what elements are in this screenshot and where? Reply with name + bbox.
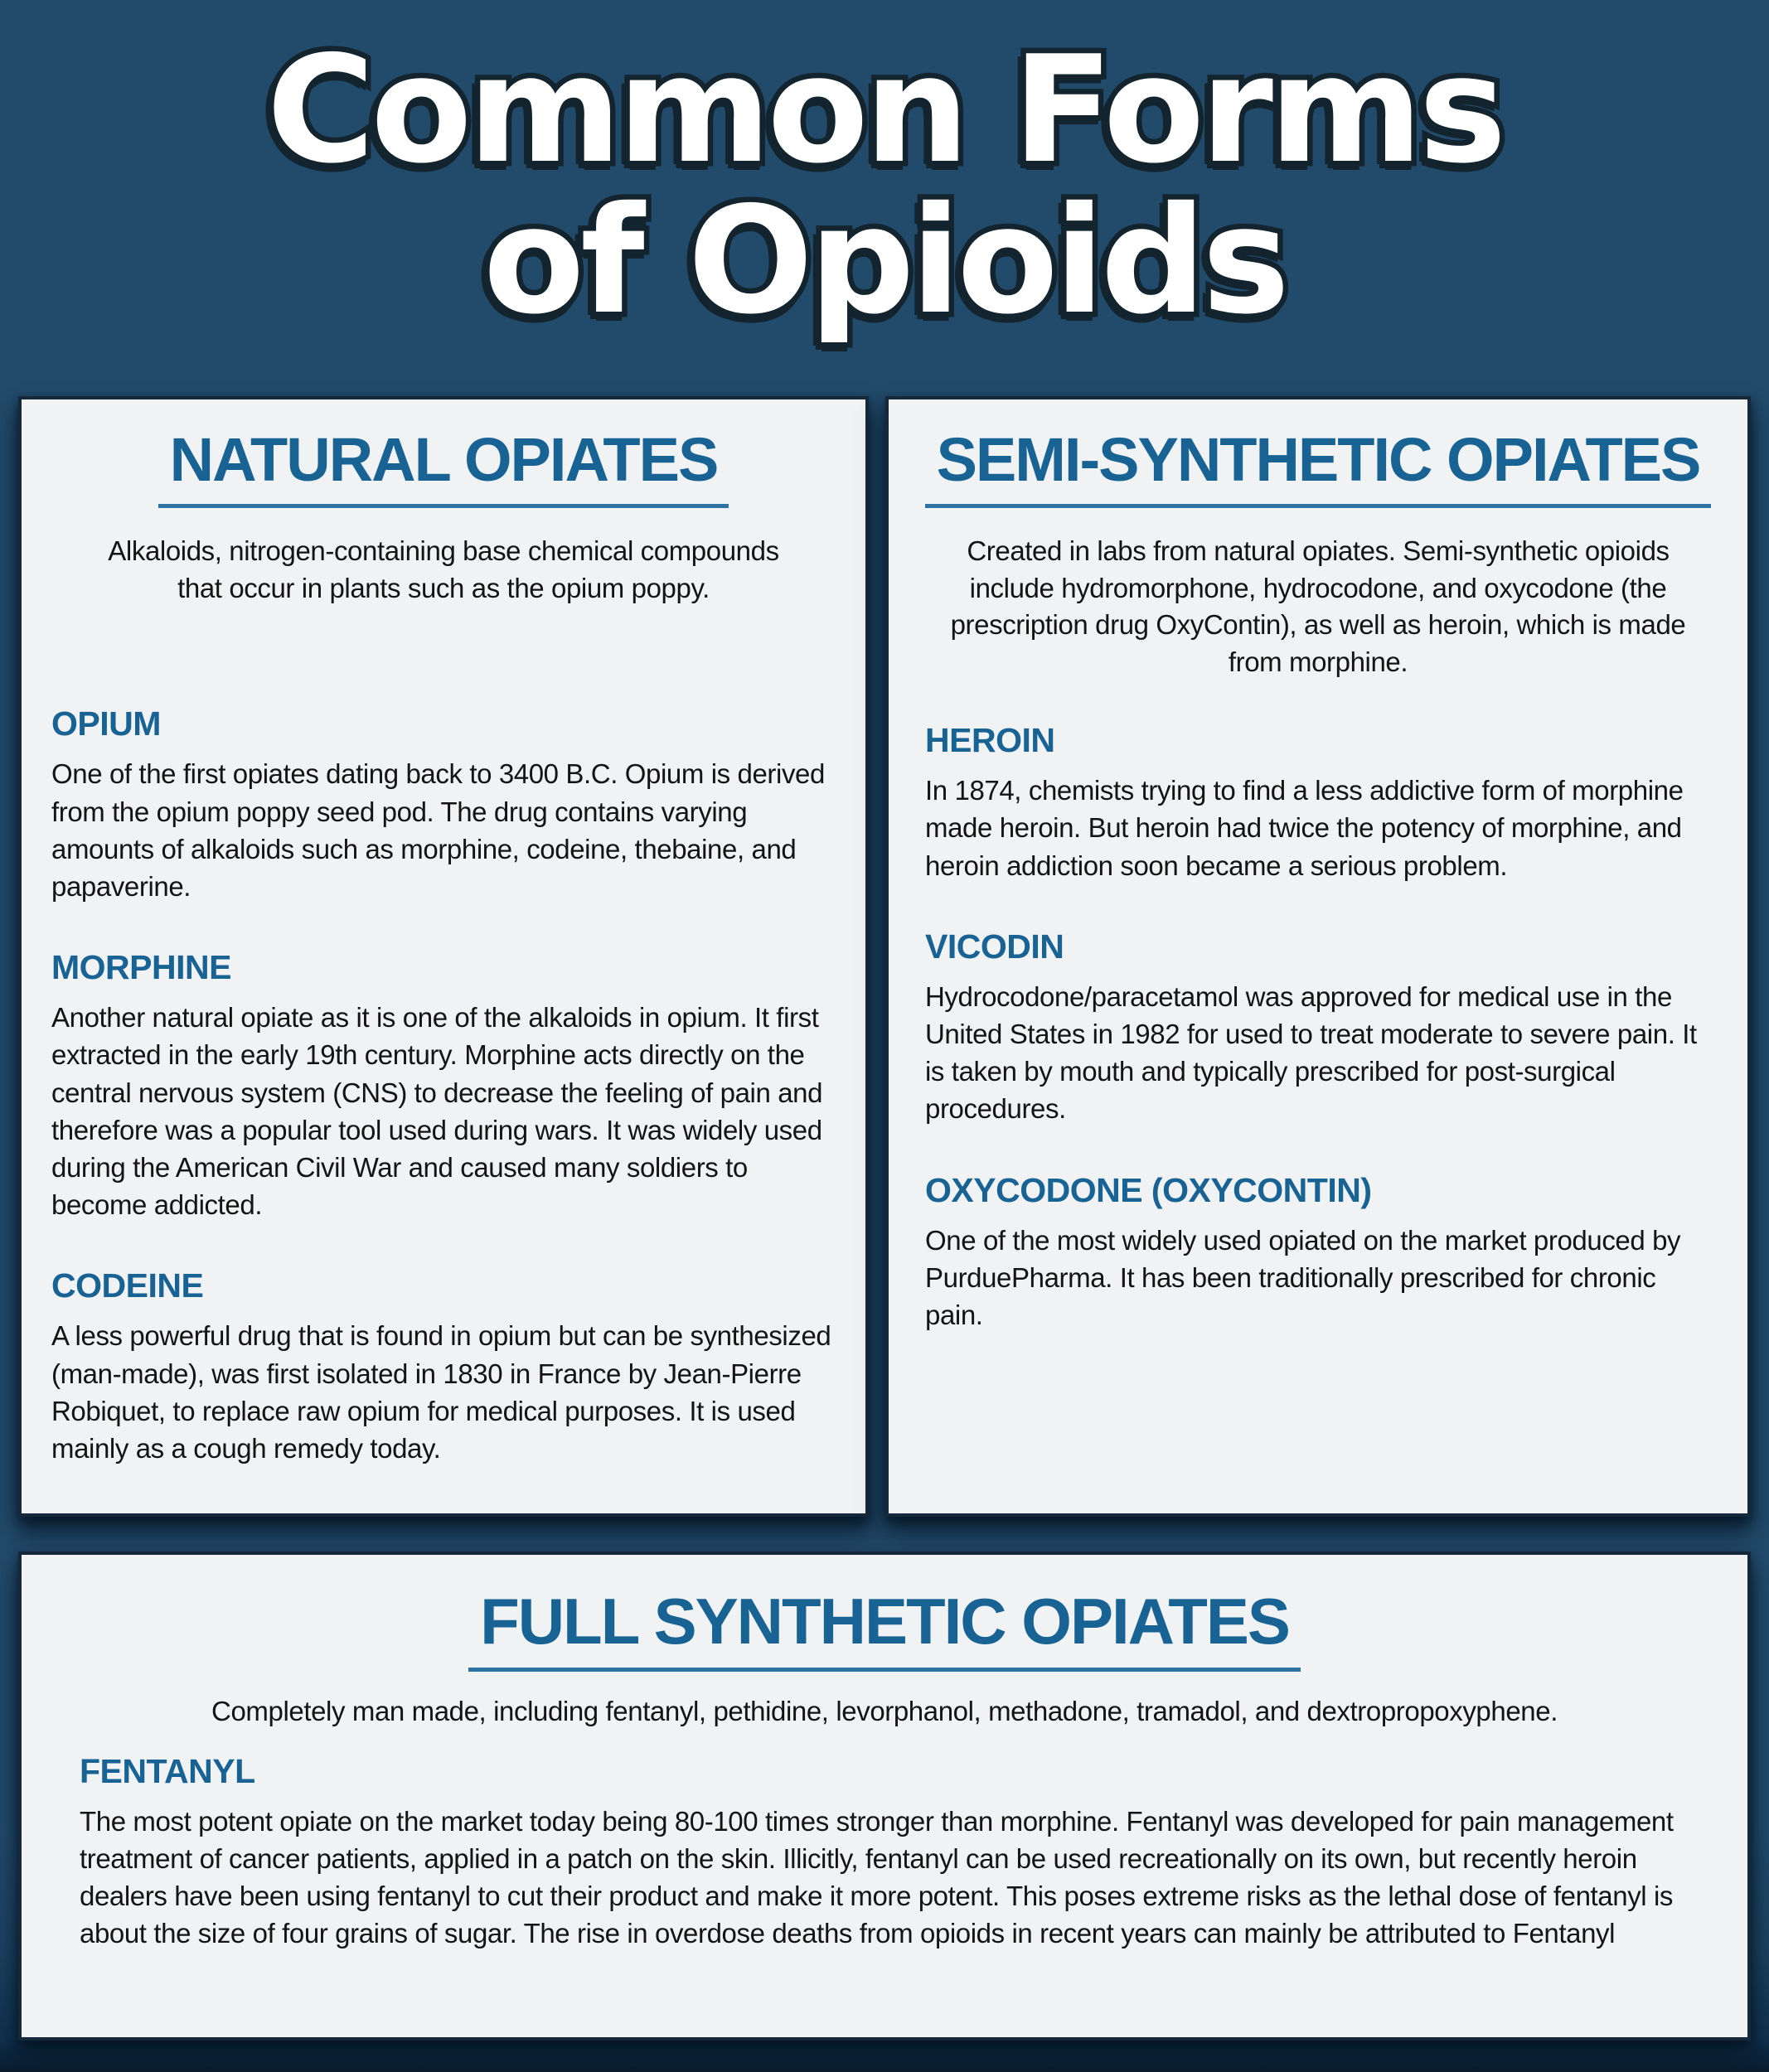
natural-opiates-intro: Alkaloids, nitrogen-containing base chemical compounds that occur in plants such as the opium poppy. [108,535,779,603]
section-fentanyl-title: FENTANYL [80,1751,255,1790]
section-codeine-text: A less powerful drug that is found in opium but can be synthesized (man-made), was first isolated in 1830 in France by Jean-Pierre Robiquet, to replace raw opium for medical purposes. It is used mainly as a cough remedy today. [51,1320,831,1464]
section-codeine [38,1266,849,1467]
section-vicodin-text: Hydrocodone/paracetamol was approved for medical use in the United States in 1982 for used to treat moderate to severe pain. It is taken by mouth and typically prescribed for post-surgical procedures. [925,980,1697,1125]
section-morphine [38,948,849,1223]
section-opium-text: One of the first opiates dating back to 3400 B.C. Opium is derived from the opium poppy seed pod. The drug contains varying amounts of alkaloids such as morphine, codeine, thebaine, and papaverine. [51,758,825,903]
natural-opiates-heading-text: NATURAL OPIATES [158,428,729,508]
semi-synthetic-opiates-card [885,396,1751,1517]
section-morphine-text: Another natural opiate as it is one of the alkaloids in opium. It first extracted in the early 19th century. Morphine acts directly on the central nervous system (CNS) to decrease the feeling of pain and therefore was a popular tool used during wars. It was widely used during the American Civil War and caused many soldiers to become addicted. [51,1002,823,1221]
section-fentanyl-text: The most potent opiate on the market today being 80-100 times stronger than morphine. Fentanyl was developed for pain management treatment of cancer patients, applied in a patch on the skin. Illicitly, fentanyl can be used recreationally on its own, but recently heroin dealers have been using fentanyl to cut their product and make it more potent. This poses extreme risks as the lethal dose of fentanyl is about the size of four grains of sugar. The rise in overdose deaths from opioids in recent years can mainly be attributed to Fentanyl [80,1805,1674,1949]
natural-opiates-card [18,396,869,1517]
page-title-line2: of Opioids [482,174,1287,346]
natural-opiates-heading [38,425,849,508]
section-oxycodone-text: One of the most widely used opiated on the market produced by PurduePharma. It has been traditionally prescribed for chronic pain. [925,1224,1681,1331]
section-oxycodone [912,1171,1724,1334]
section-heroin-title: HEROIN [925,721,1055,760]
section-fentanyl [55,1752,1714,1953]
section-heroin [912,721,1724,884]
section-codeine-title: CODEINE [51,1266,204,1305]
bottom-gradient [0,2039,1769,2072]
section-morphine-title: MORPHINE [51,948,231,987]
semi-synthetic-heading [912,425,1724,508]
section-heroin-text: In 1874, chemists trying to find a less addictive form of morphine made heroin. But heroin had twice the potency of morphine, and heroin addiction soon became a serious problem. [925,775,1684,881]
section-vicodin [912,927,1724,1128]
section-vicodin-title: VICODIN [925,927,1064,966]
section-opium-title: OPIUM [51,704,161,743]
full-synthetic-intro: Completely man made, including fentanyl, pethidine, levorphanol, methadone, tramadol, and dextropropoxyphene. [211,1695,1558,1726]
semi-synthetic-heading-text: SEMI-SYNTHETIC OPIATES [925,428,1712,508]
page-title-line1: Common Forms [266,24,1503,196]
full-synthetic-heading [55,1585,1714,1672]
full-synthetic-heading-text: FULL SYNTHETIC OPIATES [468,1588,1301,1672]
section-opium [38,704,849,905]
semi-synthetic-intro: Created in labs from natural opiates. Semi-synthetic opioids include hydromorphone, hydrocodone, and oxycodone (the prescription drug OxyContin), as well as heroin, which is made from morphine. [950,535,1686,678]
page-title [0,24,1769,346]
full-synthetic-opiates-card [18,1552,1751,2041]
section-oxycodone-title: OXYCODONE (OXYCONTIN) [925,1170,1372,1209]
